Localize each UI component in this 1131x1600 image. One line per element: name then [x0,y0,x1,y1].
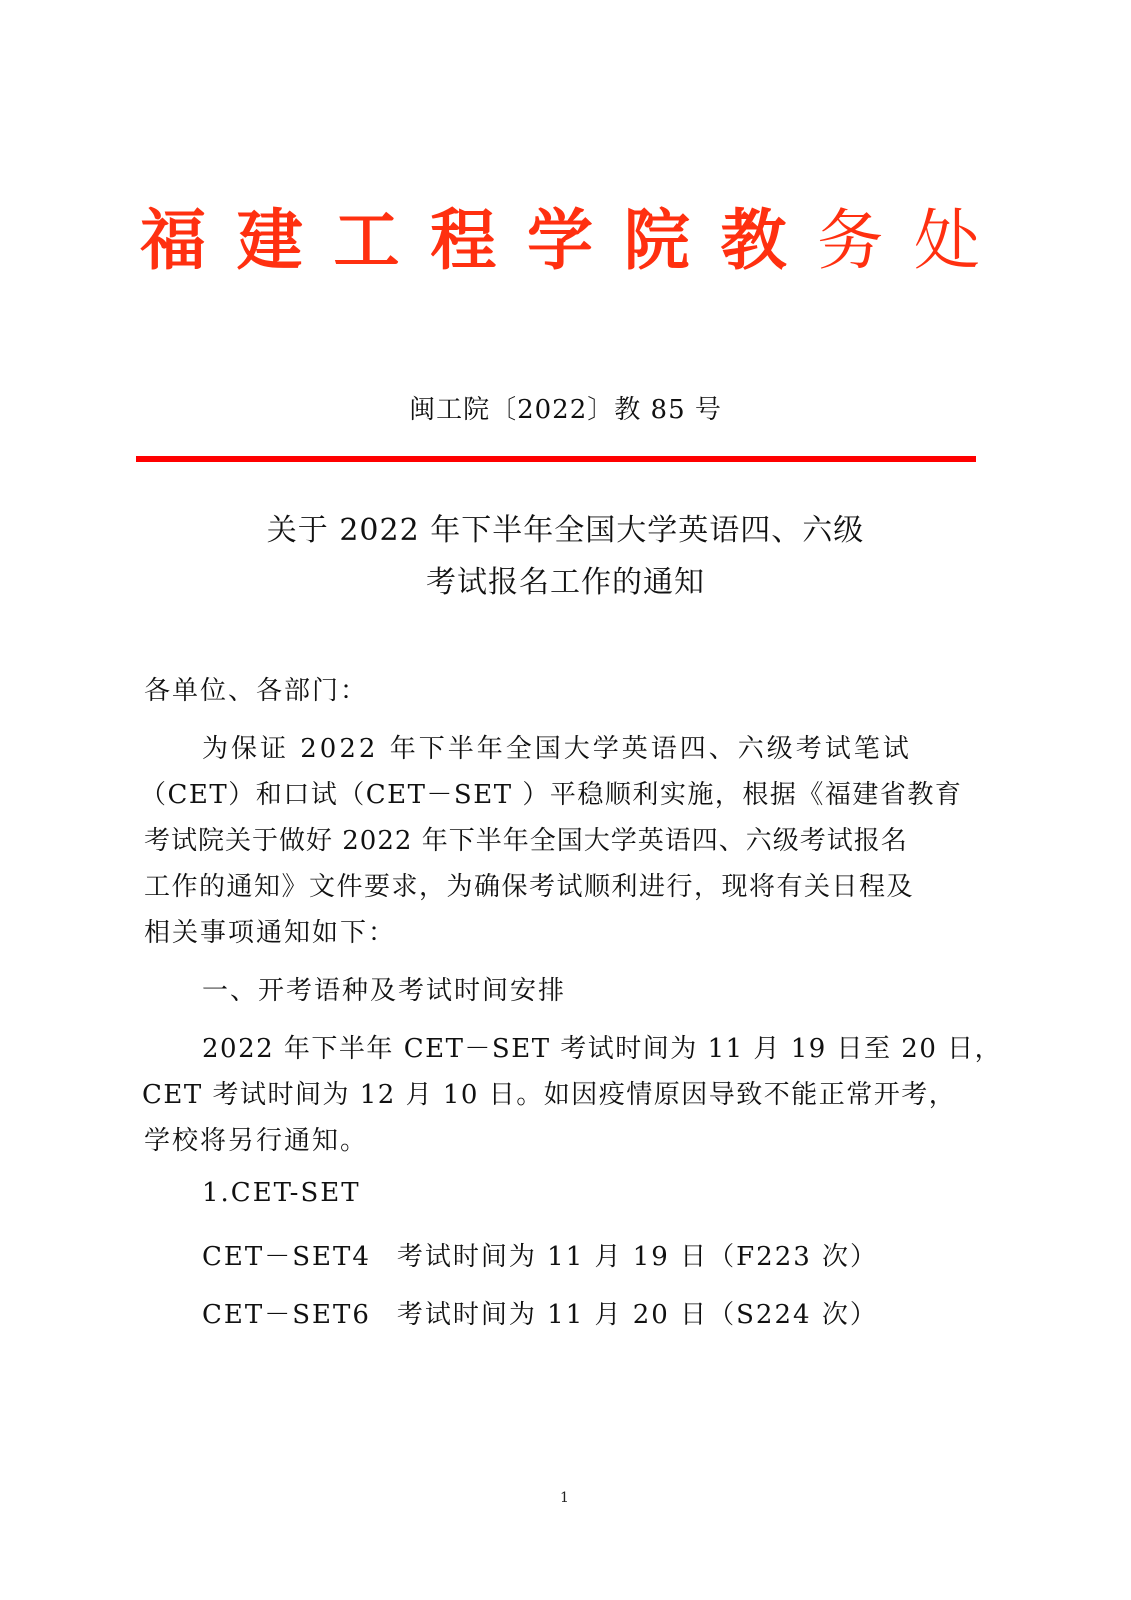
letterhead-title [140,196,980,286]
exam-detail: 考试时间为 11 月 19 日（F223 次） [396,1242,879,1272]
paragraph-line: 相关事项通知如下： [144,918,397,948]
exam-schedule-item [202,1294,878,1331]
section-heading: 一、开考语种及考试时间安排 [202,976,567,1006]
red-divider [136,456,976,462]
paragraph-line: 学校将另行通知。 [144,1126,369,1156]
subsection-heading: 1.CET-SET [202,1178,361,1208]
exam-schedule-item [202,1236,878,1273]
letterhead-char: 院 [623,202,690,279]
letterhead-char: 务 [817,202,884,279]
letterhead-char: 学 [527,202,593,279]
page-number: 1 [560,1490,569,1506]
letterhead-char: 处 [914,202,980,279]
paragraph-line: 为保证 2022 年下半年全国大学英语四、六级考试笔试 [202,734,912,764]
letterhead-char: 教 [720,202,787,279]
paragraph-line: （CET）和口试（CET－SET ）平稳顺利实施，根据《福建省教育 [140,780,963,810]
document-number: 闽工院〔2022〕教 85 号 [409,395,722,425]
exam-detail: 考试时间为 11 月 20 日（S224 次） [396,1300,878,1330]
title-line-1: 关于 2022 年下半年全国大学英语四、六级 [266,513,865,548]
letterhead-char: 工 [333,202,400,279]
paragraph-line: CET 考试时间为 12 月 10 日。如因疫情原因导致不能正常开考， [142,1080,957,1110]
exam-name: CET－SET6 [202,1300,371,1330]
exam-name: CET－SET4 [202,1242,371,1272]
document-title [0,505,1131,609]
letterhead-char: 建 [236,202,303,279]
title-line-2: 考试报名工作的通知 [426,565,705,600]
paragraph-line: 考试院关于做好 2022 年下半年全国大学英语四、六级考试报名 [144,826,908,856]
letterhead-char: 福 [140,202,206,279]
letterhead-char: 程 [430,202,497,279]
paragraph-line: 工作的通知》文件要求，为确保考试顺利进行，现将有关日程及 [144,872,915,902]
paragraph-line: 2022 年下半年 CET－SET 考试时间为 11 月 19 日至 20 日， [202,1034,1003,1064]
salutation: 各单位、各部门： [144,676,369,706]
